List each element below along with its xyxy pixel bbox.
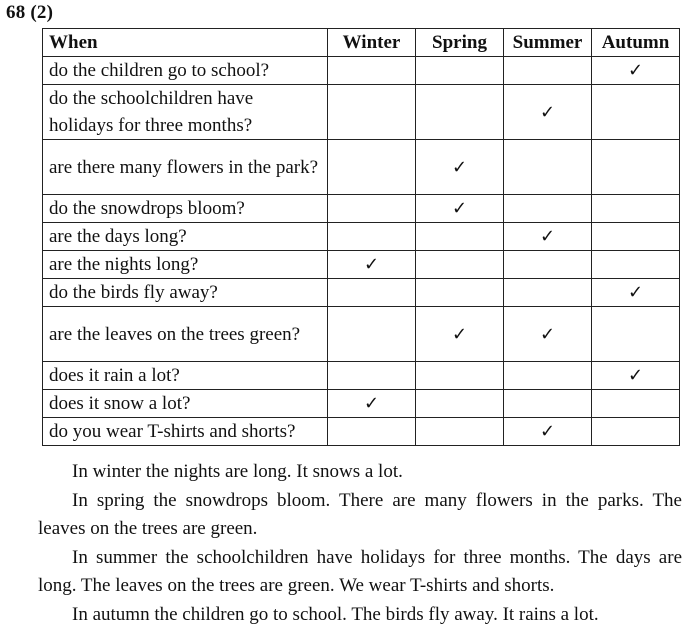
cell-spring	[416, 307, 504, 362]
table-header-row	[43, 29, 680, 57]
cell-winter	[328, 307, 416, 362]
cell-summer	[504, 418, 592, 446]
check-icon: ✓	[628, 365, 643, 386]
check-icon: ✓	[540, 324, 555, 345]
cell-summer	[504, 279, 592, 307]
table-body	[43, 57, 680, 446]
check-icon: ✓	[540, 102, 555, 123]
cell-summer	[504, 57, 592, 85]
cell-summer	[504, 195, 592, 223]
question-cell: do the birds fly away?	[43, 279, 328, 307]
question-cell: are the days long?	[43, 223, 328, 251]
table-row	[43, 390, 680, 418]
question-cell: are the leaves on the trees green?	[43, 307, 328, 362]
cell-winter	[328, 57, 416, 85]
cell-autumn	[592, 223, 680, 251]
table-row	[43, 223, 680, 251]
question-cell: do the schoolchildren have holidays for three months?	[43, 85, 328, 140]
exercise-label: 68 (2)	[6, 2, 53, 24]
cell-autumn	[592, 85, 680, 140]
cell-winter	[328, 418, 416, 446]
check-icon: ✓	[364, 393, 379, 414]
check-icon: ✓	[452, 157, 467, 178]
answer-spring: In spring the snowdrops bloom. There are many flowers in the parks. The leaves on the trees are green.	[38, 487, 682, 544]
cell-autumn	[592, 251, 680, 279]
check-icon: ✓	[364, 254, 379, 275]
cell-spring	[416, 85, 504, 140]
answer-text	[38, 458, 682, 629]
cell-winter	[328, 390, 416, 418]
cell-spring	[416, 390, 504, 418]
table-row	[43, 418, 680, 446]
table-row	[43, 140, 680, 195]
cell-summer	[504, 362, 592, 390]
seasons-table	[42, 28, 680, 446]
table-row	[43, 85, 680, 140]
cell-winter	[328, 362, 416, 390]
header-autumn: Autumn	[592, 29, 680, 57]
question-cell: does it snow a lot?	[43, 390, 328, 418]
table-row	[43, 279, 680, 307]
cell-autumn	[592, 362, 680, 390]
check-icon: ✓	[452, 324, 467, 345]
header-spring: Spring	[416, 29, 504, 57]
table-row	[43, 307, 680, 362]
cell-summer	[504, 390, 592, 418]
table-row	[43, 195, 680, 223]
cell-winter	[328, 85, 416, 140]
table-row	[43, 57, 680, 85]
cell-spring	[416, 57, 504, 85]
cell-winter	[328, 195, 416, 223]
cell-autumn	[592, 390, 680, 418]
answer-summer: In summer the schoolchildren have holidays for three months. The days are long. The leaves on the trees are green. We wear T-shirts and shorts.	[38, 544, 682, 601]
cell-autumn	[592, 418, 680, 446]
cell-spring	[416, 140, 504, 195]
header-summer: Summer	[504, 29, 592, 57]
check-icon: ✓	[540, 421, 555, 442]
table-row	[43, 251, 680, 279]
answer-winter: In winter the nights are long. It snows a lot.	[38, 458, 682, 487]
check-icon: ✓	[628, 60, 643, 81]
cell-autumn	[592, 279, 680, 307]
cell-summer	[504, 140, 592, 195]
cell-winter	[328, 140, 416, 195]
cell-spring	[416, 362, 504, 390]
check-icon: ✓	[452, 198, 467, 219]
cell-spring	[416, 195, 504, 223]
cell-winter	[328, 251, 416, 279]
question-cell: do you wear T-shirts and shorts?	[43, 418, 328, 446]
cell-summer	[504, 223, 592, 251]
cell-winter	[328, 279, 416, 307]
cell-summer	[504, 251, 592, 279]
cell-summer	[504, 307, 592, 362]
cell-spring	[416, 279, 504, 307]
cell-autumn	[592, 140, 680, 195]
cell-spring	[416, 223, 504, 251]
cell-winter	[328, 223, 416, 251]
question-cell: do the children go to school?	[43, 57, 328, 85]
cell-autumn	[592, 307, 680, 362]
cell-summer	[504, 85, 592, 140]
cell-spring	[416, 418, 504, 446]
check-icon: ✓	[540, 226, 555, 247]
question-cell: do the snowdrops bloom?	[43, 195, 328, 223]
header-when: When	[43, 29, 328, 57]
question-cell: does it rain a lot?	[43, 362, 328, 390]
header-winter: Winter	[328, 29, 416, 57]
question-cell: are there many flowers in the park?	[43, 140, 328, 195]
answer-autumn: In autumn the children go to school. The birds fly away. It rains a lot.	[38, 601, 682, 629]
check-icon: ✓	[628, 282, 643, 303]
cell-autumn	[592, 57, 680, 85]
cell-autumn	[592, 195, 680, 223]
table-row	[43, 362, 680, 390]
cell-spring	[416, 251, 504, 279]
question-cell: are the nights long?	[43, 251, 328, 279]
